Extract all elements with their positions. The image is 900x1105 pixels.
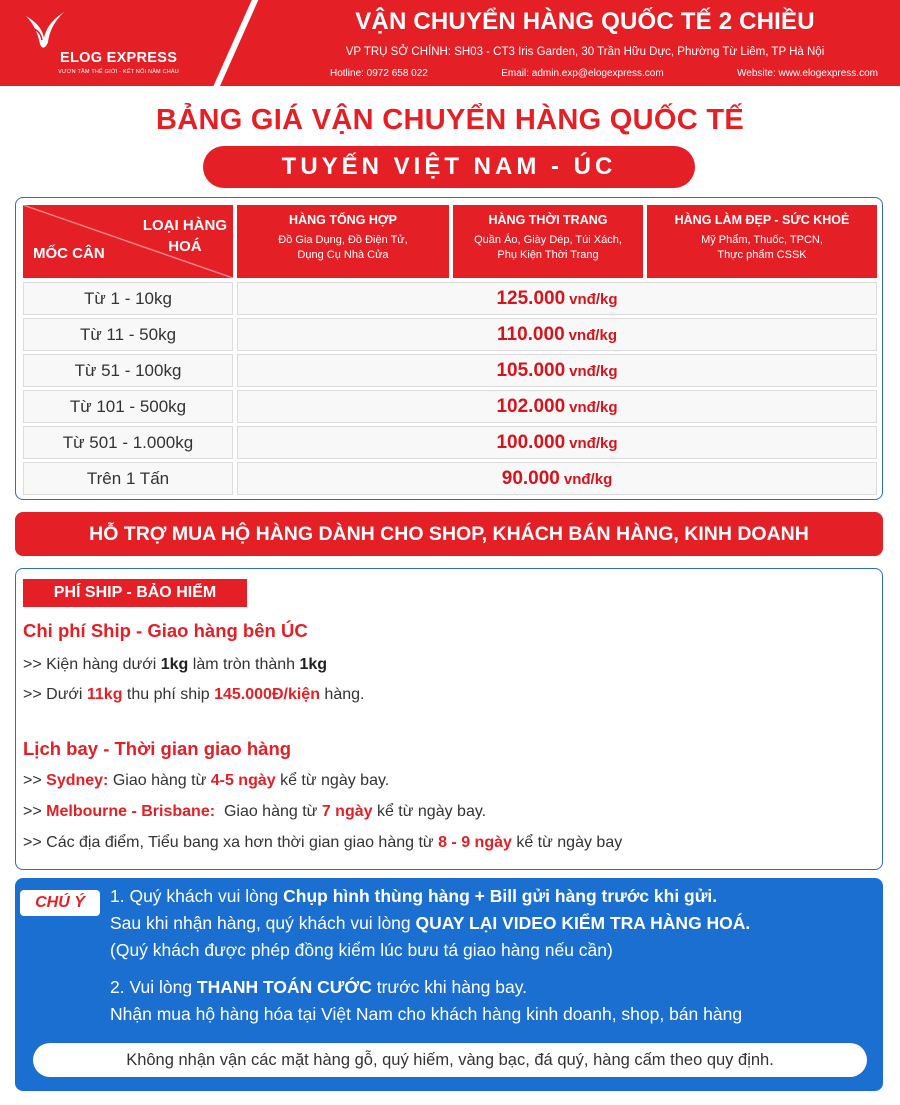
price-unit: vnđ/kg — [563, 471, 613, 488]
table-corner-header — [23, 205, 233, 278]
header-address: VP TRỤ SỞ CHÍNH: SH03 - CT3 Iris Garden, 30 Trần Hữu Dực, Phường Từ Liêm, TP Hà Nội — [345, 46, 825, 58]
text-highlight: Sydney: — [46, 772, 109, 789]
price-value: 102.000 — [496, 396, 566, 417]
weight-cell: Từ 101 - 500kg — [23, 390, 233, 423]
price-value: 100.000 — [496, 432, 566, 453]
column-desc — [453, 233, 643, 263]
note-line-1 — [110, 886, 717, 907]
text-bold: Chụp hình thùng hàng + Bill gửi hàng trước khi gửi. — [283, 886, 718, 906]
text-bold: 1kg — [299, 656, 328, 673]
column-desc — [647, 233, 877, 263]
column-title: HÀNG THỜI TRANG — [488, 213, 608, 227]
main-title: BẢNG GIÁ VẬN CHUYỂN HÀNG QUỐC TẾ — [155, 104, 744, 136]
restriction-notice: Không nhận vận các mặt hàng gỗ, quý hiếm, vàng bạc, đá quý, hàng cấm theo quy định. — [33, 1043, 867, 1077]
column-desc-line2: Thực phẩm CSSK — [717, 249, 807, 261]
price-value: 110.000 — [497, 324, 565, 345]
table-row — [23, 426, 877, 459]
text: >> — [23, 803, 47, 820]
text: hàng. — [319, 686, 365, 703]
text-highlight: 145.000Đ/kiện — [214, 686, 320, 703]
flight-schedule-title: Lịch bay - Thời gian giao hàng — [23, 738, 292, 759]
text: trước khi hàng bay. — [371, 977, 528, 997]
ship-line-4 — [23, 803, 486, 821]
column-desc-line2: Dụng Cụ Nhà Cửa — [297, 249, 389, 261]
price-unit: vnđ/kg — [569, 363, 618, 380]
note-line-3: (Quý khách được phép đồng kiểm lúc bưu tá giao hàng nếu cần) — [110, 940, 613, 960]
price-unit: vnđ/kg — [569, 399, 618, 416]
price-unit: vnđ/kg — [569, 435, 618, 452]
text: kể từ ngày bay. — [372, 803, 487, 820]
ship-line-5 — [23, 834, 622, 852]
table-row — [23, 462, 877, 495]
text: kể từ ngày bay — [511, 834, 623, 851]
ship-line-2 — [23, 686, 364, 704]
column-desc-line2: Phụ Kiện Thời Trang — [497, 249, 599, 261]
text-bold: THANH TOÁN CƯỚC — [196, 977, 372, 997]
weight-cell: Từ 51 - 100kg — [23, 354, 233, 387]
text: 1. Quý khách vui lòng — [110, 886, 284, 906]
text-highlight: 7 ngày — [321, 803, 373, 820]
text-highlight: 4-5 ngày — [210, 772, 276, 789]
price-value: 125.000 — [496, 288, 566, 309]
corner-category-line1: LOẠI HÀNG — [142, 217, 227, 234]
price-cell — [237, 282, 877, 315]
weight-cell: Từ 11 - 50kg — [23, 318, 233, 351]
table-row — [23, 282, 877, 315]
header-divider — [210, 0, 260, 86]
table-row — [23, 318, 877, 351]
corner-weight-label: MỐC CÂN — [33, 245, 105, 262]
bird-logo-icon — [22, 8, 66, 52]
text-highlight: Melbourne - Brisbane: — [46, 803, 216, 820]
column-title: HÀNG LÀM ĐẸP - SỨC KHOẺ — [674, 213, 850, 227]
route-title: TUYẾN VIỆT NAM - ÚC — [203, 146, 695, 188]
text: Sau khi nhận hàng, quý khách vui lòng — [110, 913, 416, 933]
column-header-fashion — [453, 205, 643, 278]
table-row — [23, 354, 877, 387]
text: >> Dưới — [23, 686, 87, 703]
price-unit: vnđ/kg — [568, 327, 617, 344]
note-line-5: Nhận mua hộ hàng hóa tại Việt Nam cho khách hàng kinh doanh, shop, bán hàng — [110, 1004, 743, 1024]
price-cell — [237, 318, 877, 351]
price-value: 105.000 — [496, 360, 566, 381]
note-line-4 — [110, 977, 527, 998]
text: kể từ ngày bay. — [275, 772, 390, 789]
column-header-general — [237, 205, 449, 278]
ship-tag: PHÍ SHIP - BẢO HIỂM — [23, 579, 247, 607]
text-highlight: 8 - 9 ngày — [438, 834, 512, 851]
text: >> — [23, 772, 47, 789]
website: Website: www.elogexpress.com — [737, 68, 878, 79]
price-cell — [237, 426, 877, 459]
column-desc — [237, 233, 449, 263]
header-title: VẬN CHUYỂN HÀNG QUỐC TẾ 2 CHIỀU — [355, 8, 815, 35]
ship-line-1 — [23, 656, 327, 674]
column-header-beauty — [647, 205, 877, 278]
logo-name: ELOG EXPRESS — [60, 50, 178, 66]
text-bold: QUAY LẠI VIDEO KIỂM TRA HÀNG HOÁ. — [415, 913, 751, 933]
text-bold: 1kg — [160, 656, 189, 673]
column-desc-line1: Mỹ Phẩm, Thuốc, TPCN, — [701, 234, 823, 246]
column-title: HÀNG TỔNG HỢP — [289, 213, 397, 227]
page-header — [0, 0, 900, 86]
support-banner: HỖ TRỢ MUA HỘ HÀNG DÀNH CHO SHOP, KHÁCH BÁN HÀNG, KINH DOANH — [15, 512, 883, 556]
ship-line-3 — [23, 772, 389, 790]
column-desc-line1: Quần Áo, Giày Dép, Túi Xách, — [474, 234, 622, 246]
text: >> Kiện hàng dưới — [23, 656, 161, 673]
price-value: 90.000 — [501, 468, 560, 489]
email: Email: admin.exp@elogexpress.com — [501, 68, 664, 79]
ship-cost-title: Chi phí Ship - Giao hàng bên ÚC — [23, 620, 308, 641]
text-highlight: 11kg — [86, 686, 123, 703]
corner-category-label — [143, 215, 227, 257]
price-cell — [237, 390, 877, 423]
text: Giao hàng từ — [108, 772, 211, 789]
header-contact — [300, 68, 890, 79]
weight-cell: Từ 1 - 10kg — [23, 282, 233, 315]
column-desc-line1: Đồ Gia Dụng, Đồ Điện Tử, — [278, 234, 408, 246]
ship-info-frame — [15, 568, 883, 870]
price-unit: vnđ/kg — [569, 291, 618, 308]
text: làm tròn thành — [188, 656, 300, 673]
table-row — [23, 390, 877, 423]
note-line-2 — [110, 913, 750, 934]
weight-cell: Trên 1 Tấn — [23, 462, 233, 495]
text: thu phí ship — [122, 686, 215, 703]
note-tag: CHÚ Ý — [20, 890, 100, 916]
text: 2. Vui lòng — [110, 977, 197, 997]
price-cell — [237, 462, 877, 495]
text: >> Các địa điểm, Tiểu bang xa hơn thời gian giao hàng từ — [23, 834, 439, 851]
weight-cell: Từ 501 - 1.000kg — [23, 426, 233, 459]
hotline: Hotline: 0972 658 022 — [330, 68, 428, 79]
text: Giao hàng từ — [215, 803, 322, 820]
logo-slogan: VƯƠN TẦM THẾ GIỚI - KẾT NỐI NĂM CHÂU — [58, 69, 179, 75]
price-cell — [237, 354, 877, 387]
corner-category-line2: HOÁ — [168, 238, 202, 255]
